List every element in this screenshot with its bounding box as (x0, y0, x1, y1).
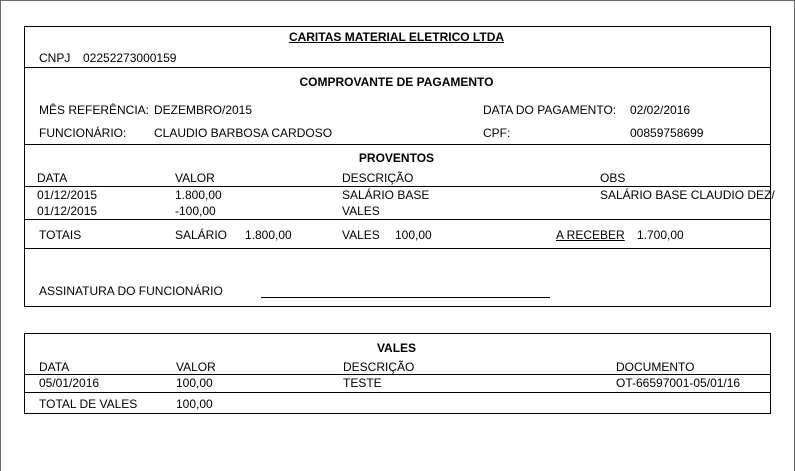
signature-line (261, 297, 550, 298)
payment-date-value: 02/02/2016 (630, 103, 691, 117)
receipt-title: COMPROVANTE DE PAGAMENTO (299, 75, 494, 89)
vales-header-description: DESCRIÇÃO (343, 360, 415, 374)
vales-total-label: TOTAL DE VALES (39, 397, 138, 411)
totals-receivable-value: 1.700,00 (637, 228, 684, 242)
divider (24, 219, 770, 220)
totals-salary-label: SALÁRIO (175, 228, 228, 242)
signature-label: ASSINATURA DO FUNCIONÁRIO (39, 284, 223, 298)
earnings-header-obs: OBS (600, 171, 626, 185)
earnings-header-date: DATA (37, 171, 68, 185)
divider (24, 392, 770, 393)
vales-total-value: 100,00 (176, 397, 213, 411)
payment-receipt-box (24, 26, 771, 307)
vales-header-date: DATA (39, 360, 70, 374)
earnings-header-description: DESCRIÇÃO (342, 171, 414, 185)
divider (24, 248, 770, 249)
totals-vales-label: VALES (342, 228, 380, 242)
totals-receivable-label: A RECEBER (556, 228, 625, 242)
earnings-row-2-description: VALES (342, 204, 380, 218)
earnings-row-2-value: -100,00 (175, 204, 216, 218)
company-name: CARITAS MATERIAL ELETRICO LTDA (288, 30, 505, 44)
employee-name: CLAUDIO BARBOSA CARDOSO (154, 126, 333, 140)
earnings-header-value: VALOR (175, 171, 215, 185)
divider (24, 144, 770, 145)
cnpj-label: CNPJ (39, 51, 71, 65)
employee-label: FUNCIONÁRIO: (39, 126, 127, 140)
month-reference-label: MÊS REFERÊNCIA: (39, 103, 150, 117)
vales-header-document: DOCUMENTO (616, 360, 695, 374)
earnings-row-1-obs: SALÁRIO BASE CLAUDIO DEZ/ (600, 188, 775, 202)
earnings-row-1-value: 1.800,00 (175, 188, 222, 202)
month-reference-value: DEZEMBRO/2015 (154, 103, 253, 117)
earnings-row-2-date: 01/12/2015 (37, 204, 98, 218)
totals-vales-value: 100,00 (395, 228, 432, 242)
totals-label: TOTAIS (39, 228, 82, 242)
vales-title: VALES (376, 341, 417, 355)
vales-header-value: VALOR (176, 360, 216, 374)
vales-row-1-value: 100,00 (176, 376, 213, 390)
vales-row-1-date: 05/01/2016 (39, 376, 100, 390)
vales-row-1-document: OT-66597001-05/01/16 (616, 376, 741, 390)
divider (24, 374, 770, 375)
payment-date-label: DATA DO PAGAMENTO: (483, 103, 617, 117)
cpf-value: 00859758699 (630, 126, 704, 140)
earnings-row-1-description: SALÁRIO BASE (342, 188, 430, 202)
vales-row-1-description: TESTE (343, 376, 382, 390)
cpf-label: CPF: (483, 126, 511, 140)
totals-salary-value: 1.800,00 (245, 228, 292, 242)
divider (24, 67, 770, 68)
earnings-title: PROVENTOS (358, 151, 435, 165)
divider (24, 186, 770, 187)
earnings-row-1-date: 01/12/2015 (37, 188, 98, 202)
cnpj-value: 02252273000159 (83, 51, 177, 65)
